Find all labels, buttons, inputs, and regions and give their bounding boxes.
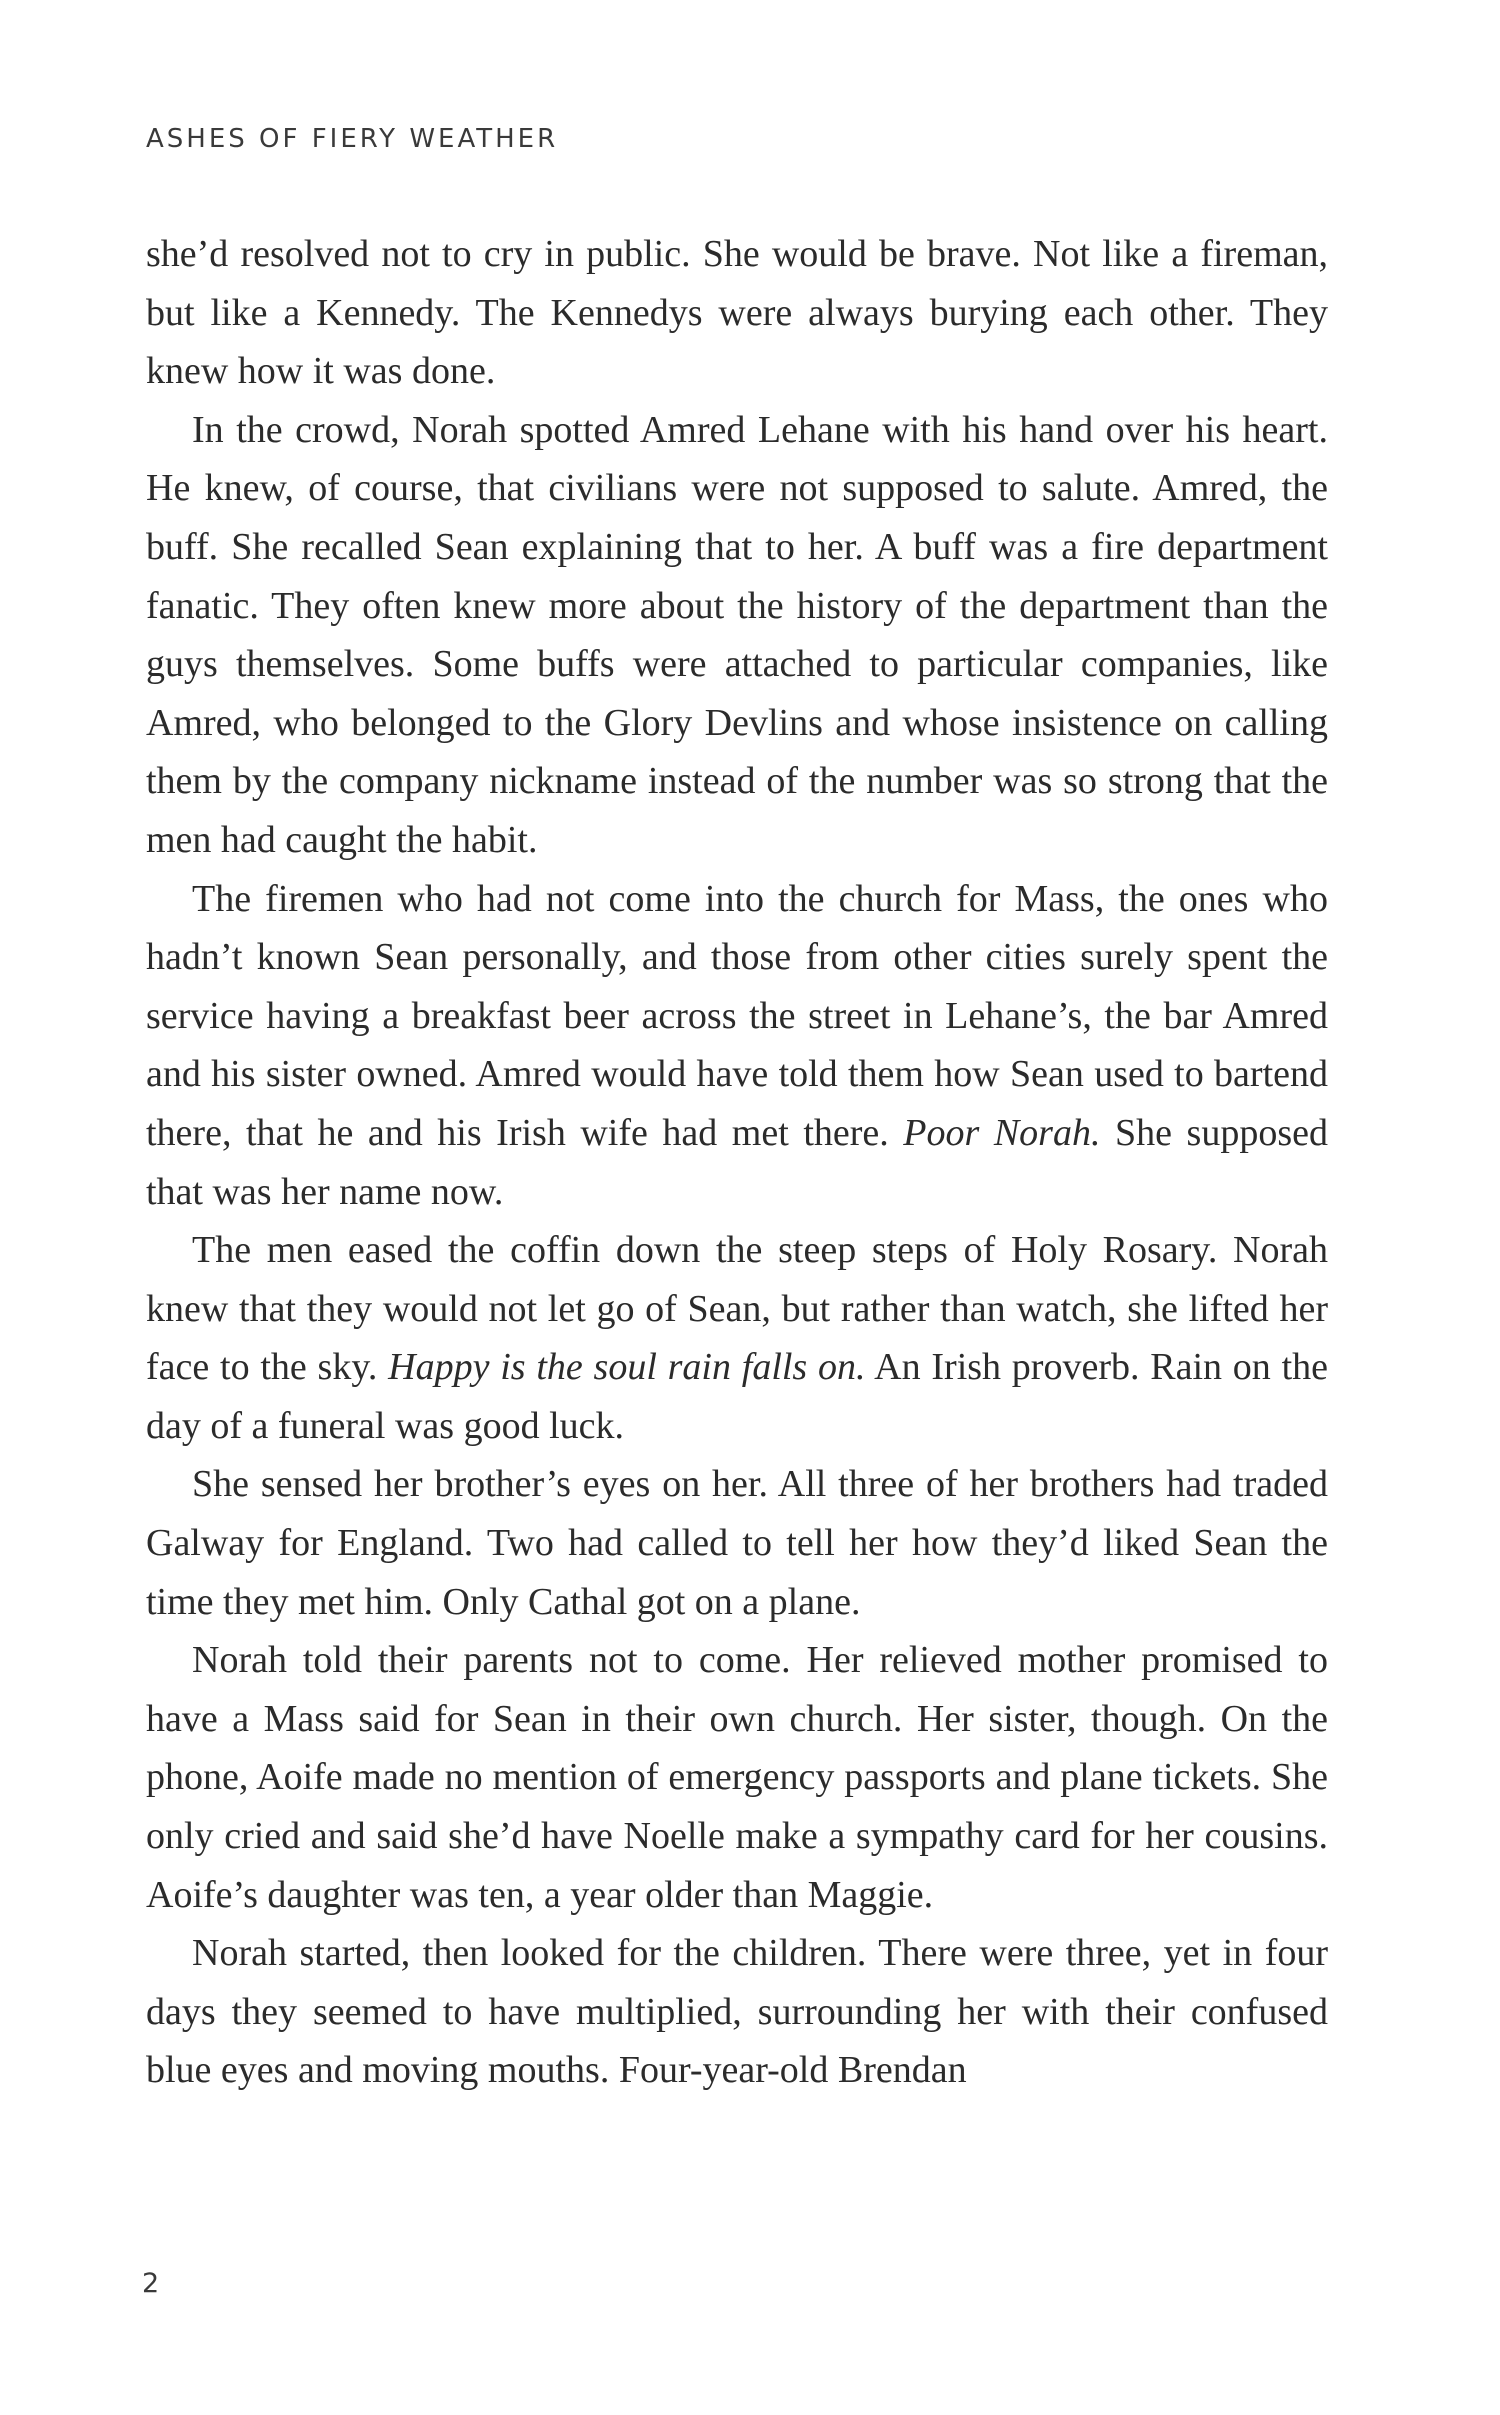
body-text — [146, 225, 1328, 2100]
paragraph-7: Norah started, then looked for the children. There were three, yet in four days they seemed to have multiplied, surrounding her with their confused blue eyes and moving mouths. Four-year-old Brendan — [146, 1932, 1328, 2092]
paragraph-5: She sensed her brother’s eyes on her. All three of her brothers had traded Galway for England. Two had called to tell her how they’d liked Sean the time they met him. Only Cathal got on a plane. — [146, 1463, 1328, 1623]
page-number: 2 — [142, 2268, 160, 2299]
paragraph-3-text-start: The firemen who had not come into the church for Mass, the ones who hadn’t known Sean personally, and those from other cities surely spent the service having a breakfast beer across the street in Lehane’s, the bar Amred and his sister owned. Amred would have told them how Sean used to bartend there, that he and his Irish wife had met there. — [146, 877, 1328, 1154]
running-head: ASHES OF FIERY WEATHER — [146, 124, 559, 154]
paragraph-3-text-end: She supposed that was her name now. — [146, 1111, 1328, 1213]
paragraph-4-text-end: An Irish proverb. Rain on the day of a funeral was good luck. — [146, 1346, 1328, 1447]
paragraph-4-italic: Happy is the soul rain falls on. — [388, 1346, 866, 1389]
paragraph-4 — [146, 1221, 1328, 1455]
paragraph-6: Norah told their parents not to come. Her relieved mother promised to have a Mass said for Sean in their own church. Her sister, though. On the phone, Aoife made no mention of emergency passports and plane tickets. She only cried and said she’d have Noelle make a sympathy card for her cousins. Aoife’s daughter was ten, a year older than Maggie. — [146, 1639, 1328, 1916]
paragraph-2: In the crowd, Norah spotted Amred Lehane with his hand over his heart. He knew, of course, that civilians were not supposed to salute. Amred, the buff. She recalled Sean explaining that to her. A buff was a fire department fanatic. They often knew more about the history of the department than the guys themselves. Some buffs were attached to particular companies, like Amred, who belonged to the Glory Devlins and whose insistence on calling them by the company nickname instead of the number was so strong that the men had caught the habit. — [146, 408, 1328, 861]
paragraph-4-text-start: The men eased the coffin down the steep steps of Holy Rosary. Norah knew that they would not let go of Sean, but rather than watch, she lifted her face to the sky. — [146, 1229, 1328, 1389]
paragraph-3-italic: Poor Norah. — [903, 1111, 1101, 1154]
paragraph-3 — [146, 870, 1328, 1222]
paragraph-1: she’d resolved not to cry in public. She would be brave. Not like a fireman, but like a Kennedy. The Kennedys were always burying each other. They knew how it was done. — [146, 233, 1328, 393]
